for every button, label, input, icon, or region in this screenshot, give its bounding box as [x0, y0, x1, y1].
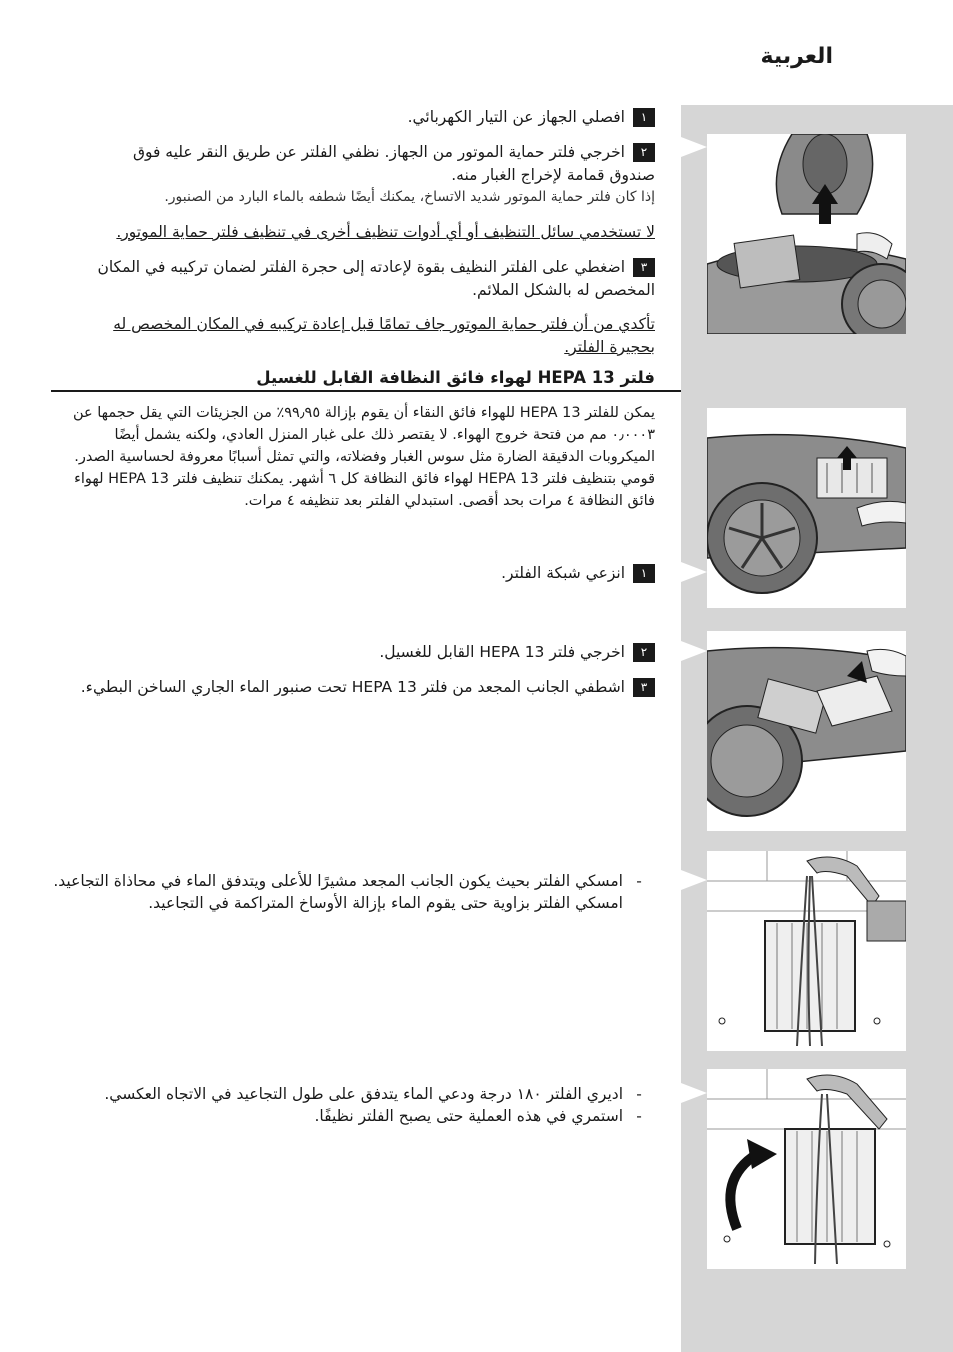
hepa-section-heading: فلتر HEPA 13 لهواء فائق النظافة القابل للغسيل — [256, 368, 655, 387]
pointer-arrow — [681, 137, 707, 157]
pointer-arrow — [681, 641, 707, 661]
bullet-dash: - — [636, 1085, 642, 1103]
step-text: اخرجي فلتر حماية الموتور من الجهاز. نظفي الفلتر عن طريق النقر عليه فوق صندوق قمامة لإخراج الغبار منه. — [132, 143, 655, 184]
filter-grille-removal-illustration — [707, 408, 906, 608]
bullet-text: امسكي الفلتر بزاوية حتى يقوم الماء بإزالة الأوساخ المتراكمة في التجاعيد. — [148, 894, 623, 912]
step-2 — [90, 141, 655, 187]
pointer-arrow — [681, 562, 707, 582]
step-text: اخرجي فلتر HEPA 13 القابل للغسيل. — [379, 643, 625, 661]
section-divider — [51, 390, 681, 392]
pointer-arrow — [681, 1083, 707, 1103]
note-rinse: إذا كان فلتر حماية الموتور شديد الاتساخ، يمكنك أيضًا شطفه بالماء البارد من الصنبور. — [164, 189, 655, 205]
bullet-dash: - — [636, 872, 642, 890]
step-number: ٢ — [633, 643, 655, 662]
bullet-dash: - — [636, 1107, 642, 1125]
hepa-step-2 — [255, 641, 655, 664]
step-text: اشطفي الجانب المجعد من فلتر HEPA 13 تحت صنبور الماء الجاري الساخن البطيء. — [80, 678, 625, 696]
bullet-text: اديري الفلتر ١٨٠ درجة ودعي الماء يتدفق على طول التجاعيد في الاتجاه العكسي. — [104, 1085, 623, 1103]
page-language-title: العربية — [760, 44, 833, 69]
step-number: ٢ — [633, 143, 655, 162]
bullet-list-b — [45, 1083, 655, 1127]
warning-dry-filter: تأكدي من أن فلتر حماية الموتور جاف تمامًا قبل إعادة تركيبه في المكان المخصص له بحجيرة الفلتر. — [113, 315, 655, 356]
pointer-arrow — [681, 870, 707, 890]
hepa-intro: يمكن للفلتر HEPA 13 للهواء فائق النقاء أن يقوم بإزالة ٩٩٫٩٥٪ من الجزيئات التي يقل حجمها عن ٠٫٠٠٠٣ مم من فتحة خروج الهواء. لا يقتصر ذلك على غبار المنزل العادي، ولكنه يشمل أيضًا الميكروبات الدقيقة الضارة مثل سوس الغبار وفضلاته، والتي تمثل أسبابًا معروفة لحساسية الصدر. قومي بتنظيف فلتر HEPA 13 لهواء فائق النظافة كل ٦ أشهر. يمكنك تنظيف فلتر HEPA 13 لهواء فائق النظافة ٤ مرات بحد أقصى. استبدلي الفلتر بعد تنظيفه ٤ مرات. — [72, 405, 655, 509]
bullet-text: امسكي الفلتر بحيث يكون الجانب المجعد مشيرًا للأعلى ويتدفق الماء في محاذاة التجاعيد. — [53, 872, 623, 890]
step-number: ٣ — [633, 258, 655, 277]
hepa-step-3 — [55, 676, 655, 699]
bullet-list-a — [45, 870, 655, 914]
hepa-step-1 — [255, 562, 655, 585]
step-number: ٣ — [633, 678, 655, 697]
list-item — [45, 892, 655, 914]
step-text: انزعي شبكة الفلتر. — [501, 564, 625, 582]
list-item — [45, 1083, 655, 1105]
faucet-rinse-rotated-illustration — [707, 1069, 906, 1269]
motor-filter-removal-illustration — [707, 134, 906, 334]
step-1 — [95, 106, 655, 129]
warning-no-detergent: لا تستخدمي سائل التنظيف أو أي أدوات تنظيف أخرى في تنظيف فلتر حماية الموتور. — [116, 223, 655, 241]
step-3 — [95, 256, 655, 302]
step-number: ١ — [633, 564, 655, 583]
step-text: اضغطي على الفلتر النظيف بقوة لإعادته إلى حجرة الفلتر لضمان تركيبه في المكان المخصص له بالشكل الملائم. — [97, 258, 655, 299]
step-text: افصلي الجهاز عن التيار الكهربائي. — [407, 108, 625, 126]
list-item — [45, 1105, 655, 1127]
step-number: ١ — [633, 108, 655, 127]
faucet-rinse-illustration — [707, 851, 906, 1051]
bullet-text: استمري في هذه العملية حتى يصبح الفلتر نظيفًا. — [314, 1107, 623, 1125]
list-item — [45, 870, 655, 892]
hepa-filter-removal-illustration — [707, 631, 906, 831]
